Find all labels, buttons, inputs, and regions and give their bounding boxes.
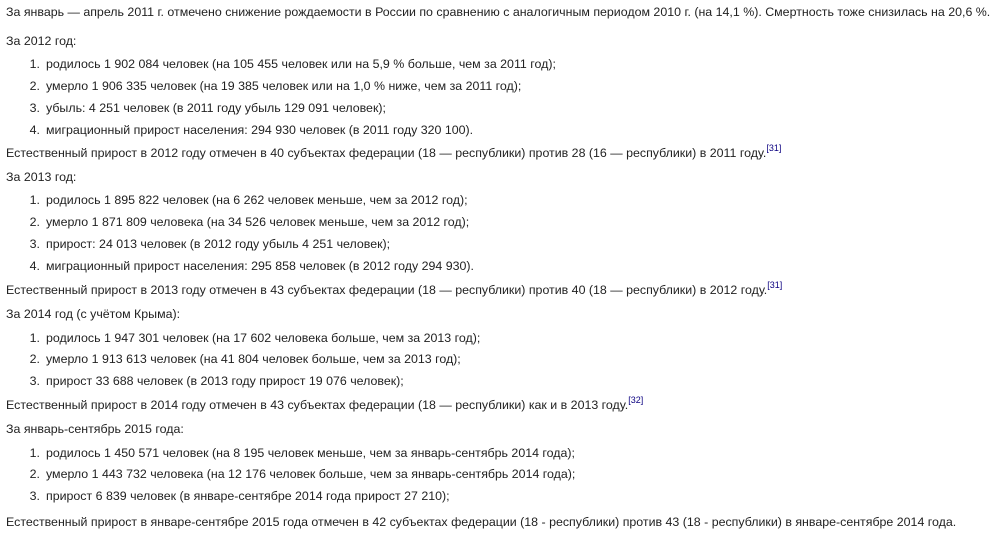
list-item: 1. родилось 1 902 084 человек (на 105 455 человек или на 5,9 % больше, чем за 2011 год);	[29, 57, 556, 71]
intro-paragraph: За январь — апрель 2011 г. отмечено снижение рождаемости в России по сравнению с аналогичным периодом 2010 г. (на 14,1 %). Смертность тоже снизилась на 20,6 %.	[6, 5, 991, 19]
list-item: 2. умерло 1 906 335 человек (на 19 385 человек или на 1,0 % ниже, чем за 2011 год);	[29, 79, 522, 93]
summary-2014: Естественный прирост в 2014 году отмечен в 43 субъектах федерации (18 — республики) как и в 2013 году.[32]	[6, 394, 644, 412]
list-item: 3. прирост 6 839 человек (в январе-сентябре 2014 года прирост 27 210);	[29, 489, 450, 503]
list-item: 1. родилось 1 895 822 человек (на 6 262 человек меньше, чем за 2012 год);	[29, 193, 468, 207]
citation-link[interactable]: [31]	[766, 142, 782, 153]
heading-2014: За 2014 год (с учётом Крыма):	[6, 307, 181, 321]
citation-link[interactable]: [32]	[628, 394, 644, 405]
summary-2012: Естественный прирост в 2012 году отмечен в 40 субъектах федерации (18 — республики) против 28 (16 — республики) в 2011 году.[31]	[6, 142, 782, 160]
heading-2012: За 2012 год:	[6, 34, 77, 48]
list-item: 4. миграционный прирост населения: 294 930 человек (в 2011 году 320 100).	[29, 123, 474, 137]
list-item: 1. родилось 1 947 301 человек (на 17 602 человека больше, чем за 2013 год);	[29, 331, 481, 345]
list-item: 1. родилось 1 450 571 человек (на 8 195 человек меньше, чем за январь-сентябрь 2014 года);	[29, 446, 575, 460]
list-item: 2. умерло 1 871 809 человека (на 34 526 человек меньше, чем за 2012 год);	[29, 215, 470, 229]
list-item: 3. прирост 33 688 человек (в 2013 году прирост 19 076 человек);	[29, 374, 404, 388]
list-item: 3. прирост: 24 013 человек (в 2012 году убыль 4 251 человек);	[29, 237, 391, 251]
heading-2013: За 2013 год:	[6, 170, 77, 184]
citation-link[interactable]: [31]	[767, 279, 783, 290]
list-item: 2. умерло 1 443 732 человека (на 12 176 человек больше, чем за январь-сентябрь 2014 года);	[29, 467, 576, 481]
heading-2015: За январь-сентябрь 2015 года:	[6, 422, 184, 436]
list-item: 4. миграционный прирост населения: 295 858 человек (в 2012 году 294 930).	[29, 259, 474, 273]
summary-2015: Естественный прирост в январе-сентябре 2015 года отмечен в 42 субъектах федерации (18 - республики) против 43 (18 - республики) в январе-сентябре 2014 года.	[6, 515, 957, 529]
summary-2013: Естественный прирост в 2013 году отмечен в 43 субъектах федерации (18 — республики) против 40 (18 — республики) в 2012 году.[31]	[6, 279, 783, 297]
list-item: 3. убыль: 4 251 человек (в 2011 году убыль 129 091 человек);	[29, 101, 386, 115]
list-item: 2. умерло 1 913 613 человек (на 41 804 человек больше, чем за 2013 год);	[29, 352, 461, 366]
